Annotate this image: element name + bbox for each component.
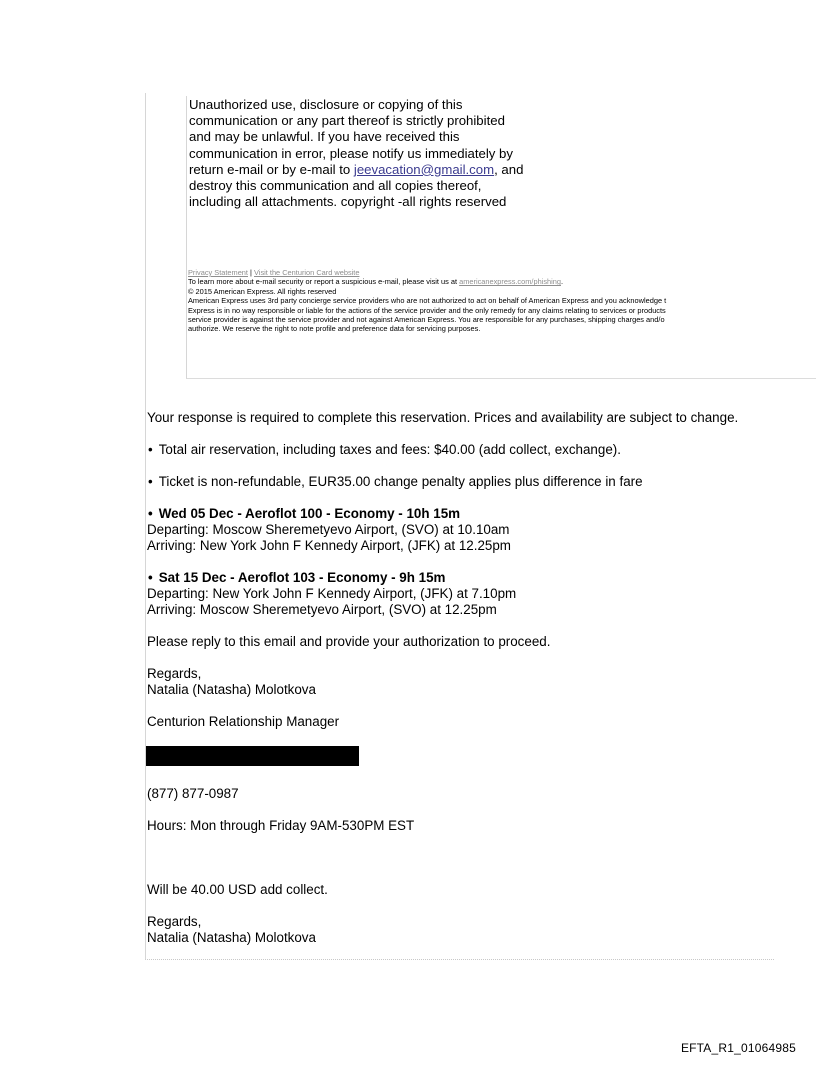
flight-arriving: Arriving: New York John F Kennedy Airport, (JFK) at 12.25pm (147, 538, 511, 553)
reservation-intro: Your response is required to complete this reservation. Prices and availability are subject to change. (147, 410, 739, 425)
amex-legal-line: authorize. We reserve the right to note profile and preference data for servicing purposes. (188, 324, 481, 334)
phone-number: (877) 877-0987 (147, 786, 239, 801)
redaction-bar (146, 746, 359, 766)
flight-arriving: Arriving: Moscow Sheremetyevo Airport, (SVO) at 12.25pm (147, 602, 497, 617)
signature-name: Natalia (Natasha) Molotkova (147, 682, 316, 697)
reply-request: Please reply to this email and provide your authorization to proceed. (147, 634, 551, 649)
amex-links-line (188, 268, 816, 277)
centurion-website-link[interactable]: Visit the Centurion Card website (254, 268, 360, 277)
disclaimer-line: including all attachments. copyright -all rights reserved (189, 194, 507, 210)
regards: Regards, (147, 666, 202, 681)
privacy-statement-link[interactable]: Privacy Statement (188, 268, 248, 277)
disclaimer-line: Unauthorized use, disclosure or copying of this (189, 97, 463, 112)
refund-bullet: • Ticket is non-refundable, EUR35.00 change penalty applies plus difference in fare (147, 474, 807, 490)
amex-copyright: © 2015 American Express. All rights reserved (188, 286, 337, 296)
amex-legal-line: service provider is against the service provider and not against American Express. You are responsible for any purchases, shipping charges and/o (188, 315, 665, 325)
flight-departing: Departing: New York John F Kennedy Airport, (JFK) at 7.10pm (147, 586, 517, 601)
fare-bullet: • Total air reservation, including taxes and fees: $40.00 (add collect, exchange). (147, 442, 807, 458)
disclaimer-line (189, 162, 569, 178)
disclaimer-line: communication in error, please notify us immediately by (189, 145, 513, 161)
flight-header: • Wed 05 Dec - Aeroflot 100 - Economy - 10h 15m (147, 506, 807, 522)
link-separator: | (247, 268, 255, 277)
flight-header: • Sat 15 Dec - Aeroflot 103 - Economy - 9h 15m (147, 570, 807, 586)
document-id: EFTA_R1_01064985 (680, 1041, 796, 1055)
amex-legal-line: American Express uses 3rd party concierge service providers who are not authorized to act on behalf of American Express and you acknowledge t (188, 296, 667, 306)
office-hours: Hours: Mon through Friday 9AM-530PM EST (147, 818, 415, 833)
disclaimer-line: and may be unlawful. If you have received this (189, 129, 460, 145)
amex-security-line (188, 277, 816, 286)
reply-signature-name: Natalia (Natasha) Molotkova (147, 930, 316, 945)
confidentiality-disclaimer (189, 97, 569, 210)
signature-title: Centurion Relationship Manager (147, 714, 340, 729)
reply-message: Will be 40.00 USD add collect. (147, 882, 328, 897)
amex-legal-line: Express is in no way responsible or liable for the actions of the service provider and the only remedy for any claims relating to services or products (188, 305, 666, 315)
phishing-link[interactable]: americanexpress.com/phishing (459, 277, 561, 287)
disclaimer-text: , and (494, 161, 524, 177)
disclaimer-line: destroy this communication and all copies thereof, (189, 178, 482, 194)
email-link[interactable]: jeevacation@gmail.com (353, 161, 495, 177)
disclaimer-line: communication or any part thereof is strictly prohibited (189, 113, 505, 129)
security-text-end: . (560, 277, 564, 287)
flight-departing: Departing: Moscow Sheremetyevo Airport, (SVO) at 10.10am (147, 522, 510, 537)
reply-regards: Regards, (147, 914, 202, 929)
security-text: To learn more about e-mail security or report a suspicious e-mail, please visit us at (188, 277, 460, 287)
email-body (147, 410, 807, 946)
amex-footer (188, 268, 816, 334)
disclaimer-text: return e-mail or by e-mail to (189, 161, 354, 177)
